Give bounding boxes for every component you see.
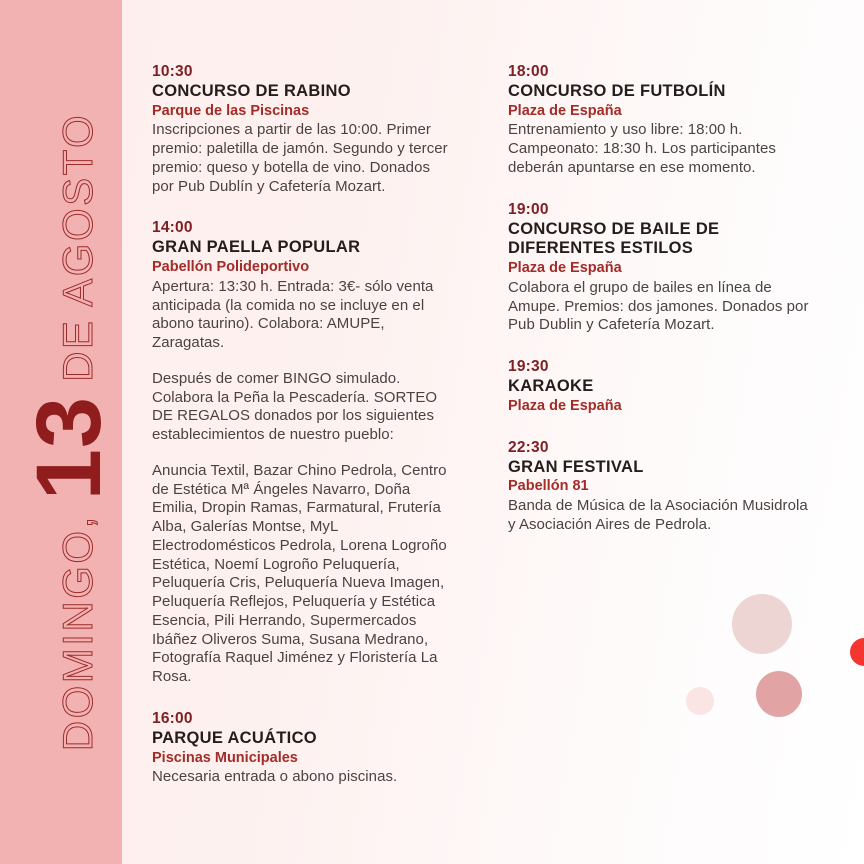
event-time: 14:00: [152, 219, 193, 237]
program-column-evening: [508, 62, 818, 535]
date-rail: [0, 0, 122, 864]
event-time: 19:30: [508, 358, 549, 376]
event-description: Banda de Música de la Asociación Musidrola y Asociación Aires de Pedrola.: [508, 497, 808, 533]
event-item: [508, 357, 818, 415]
event-time: 18:00: [508, 63, 549, 80]
circle-small-pale-icon: [686, 687, 714, 715]
event-title: PARQUE ACUÁTICO: [152, 728, 317, 747]
event-venue: Pabellón Polideportivo: [152, 259, 310, 276]
event-time: 19:00: [508, 200, 549, 218]
date-line: [15, 112, 120, 752]
circle-large-blush-icon: [732, 594, 792, 654]
circle-medium-rose-icon: [756, 671, 802, 717]
event-title: GRAN FESTIVAL: [508, 457, 644, 476]
event-title: GRAN PAELLA POPULAR: [152, 238, 361, 257]
event-title: CONCURSO DE RABINO: [152, 81, 351, 100]
event-title: KARAOKE: [508, 377, 594, 396]
event-venue: Plaza de España: [508, 397, 622, 414]
event-item: [508, 438, 818, 535]
date-day-number: 13: [18, 395, 120, 501]
event-item: [152, 62, 452, 196]
date-month: DE AGOSTO: [54, 112, 101, 382]
program-content: [122, 0, 864, 864]
event-description: Apertura: 13:30 h. Entrada: 3€- sólo venta anticipada (la comida no se incluye en el abono taurino). Colabora: AMUPE, Zaragatas.: [152, 277, 434, 352]
event-venue: Parque de las Piscinas: [152, 102, 310, 119]
event-item: [508, 62, 818, 178]
event-item: [152, 218, 452, 686]
event-venue: Plaza de España: [508, 260, 622, 277]
event-item: [508, 200, 818, 336]
event-description: Necesaria entrada o abono piscinas.: [152, 768, 398, 786]
date-rail-text: [0, 0, 122, 864]
event-time: 22:30: [508, 438, 549, 456]
program-column-morning: [152, 62, 452, 787]
event-item: [152, 709, 452, 787]
event-description: Colabora el grupo de bailes en línea de Amupe. Premios: dos jamones. Donados por Pub Dublin y Cafetería Mozart.: [508, 278, 809, 334]
event-description: Entrenamiento y uso libre: 18:00 h. Campeonato: 18:30 h. Los participantes deberán apuntarse en ese momento.: [508, 121, 776, 176]
event-venue: Pabellón 81: [508, 478, 589, 495]
event-title: CONCURSO DE FUTBOLÍN: [508, 81, 726, 100]
event-description: Inscripciones a partir de las 10:00. Primer premio: paletilla de jamón. Segundo y tercer premio: queso y botella de vino. Donados por Pub Dublín y Cafetería Mozart.: [152, 121, 448, 195]
event-time: 16:00: [152, 709, 193, 727]
event-venue: Plaza de España: [508, 102, 622, 119]
event-time: 10:30: [152, 63, 193, 80]
event-venue: Piscinas Municipales: [152, 749, 298, 766]
event-title: CONCURSO DE BAILE DE DIFERENTES ESTILOS: [508, 219, 720, 258]
date-weekday: DOMINGO,: [54, 514, 101, 752]
event-description: Después de comer BINGO simulado. Colabora la Peña la Pescadería. SORTEO DE REGALOS donados por los siguientes establecimientos de nuestro pueblo:: [152, 369, 438, 444]
event-description: Anuncia Textil, Bazar Chino Pedrola, Centro de Estética Mª Ángeles Navarro, Doña Emilia, Dropin Ramas, Farmatural, Frutería Alba, Galerías Montse, MyL Electrodomésticos Pedrola, Lorena Logroño Estética, Noemí Logroño Peluquería, Peluquería Cris, Peluquería Nueva Imagen, Peluquería Reflejos, Peluquería y Estética Esencia, Pili Herrando, Supermercados Ibáñez Oliveros Suma, Susana Medrano, Fotografía Raquel Jiménez y Floristería La Rosa.: [152, 461, 447, 686]
circle-small-red-icon: [850, 638, 864, 666]
